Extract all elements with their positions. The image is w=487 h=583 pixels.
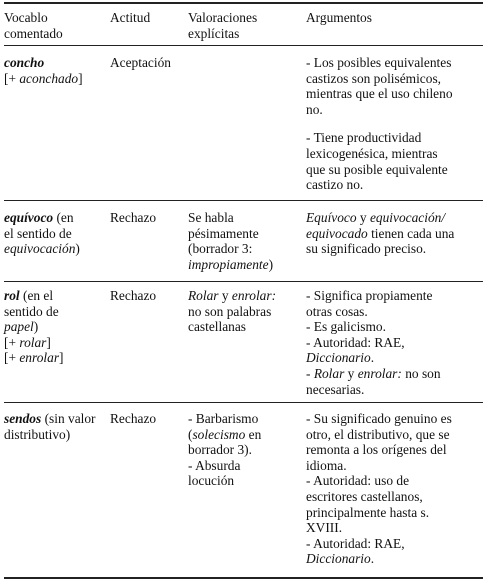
row-equivoco-arguments: Equívoco y equivocación/ equivocado tienen cada una su significado preciso. [306,210,455,257]
row-equivoco-word: equívoco (en el sentido de equivocación) [4,210,80,257]
row-equivoco-valuations: Se habla pésimamente (borrador 3: impropiamente) [188,210,274,272]
row-rol-valuations: Rolar y enrolar: no son palabras castellanas [188,288,277,335]
row-sendos-attitude: Rechazo [110,411,157,426]
row-concho-word: concho [+ aconchado] [4,55,83,86]
row-sendos-valuations: - Barbarismo (solecismo en borrador 3). - Absurda locución [188,411,262,489]
row-separator-2 [4,281,483,282]
row-equivoco-attitude: Rechazo [110,210,157,225]
row-rol-word: rol (en el sentido de papel) [+ rolar] [+ enrolar] [4,288,64,366]
row-rol-arguments: - Significa propiamente otras cosas. - Es galicismo. - Autoridad: RAE, Diccionario. - Rolar y enrolar: no son necesarias. [306,288,441,397]
header-vocablo: Vocablo comentado [4,10,63,41]
header-valoraciones: Valoraciones explícitas [188,10,258,41]
row-separator-3 [4,402,483,403]
header-actitud: Actitud [110,10,151,25]
header-argumentos: Argumentos [306,10,372,25]
row-concho-attitude: Aceptación [110,55,171,70]
row-separator-1 [4,200,483,201]
row-concho-arguments: - Los posibles equivalentes castizos son polisémicos, mientras que el uso chileno no. - Tiene productividad lexicogenésica, mientras que su posible equivalente castizo no. [306,55,453,193]
table-bottom-rule [4,577,483,579]
row-sendos-word: sendos (sin valor distributivo) [4,411,96,442]
table-top-rule [4,2,483,4]
row-sendos-arguments: - Su significado genuino es otro, el distributivo, que se remonta a los orígenes del idioma. - Autoridad: uso de escritores castellanos, principalmente hasta s. XVIII. - Autoridad: RAE, Diccionario. [306,411,452,567]
row-rol-attitude: Rechazo [110,288,157,303]
header-bottom-rule [4,45,483,46]
